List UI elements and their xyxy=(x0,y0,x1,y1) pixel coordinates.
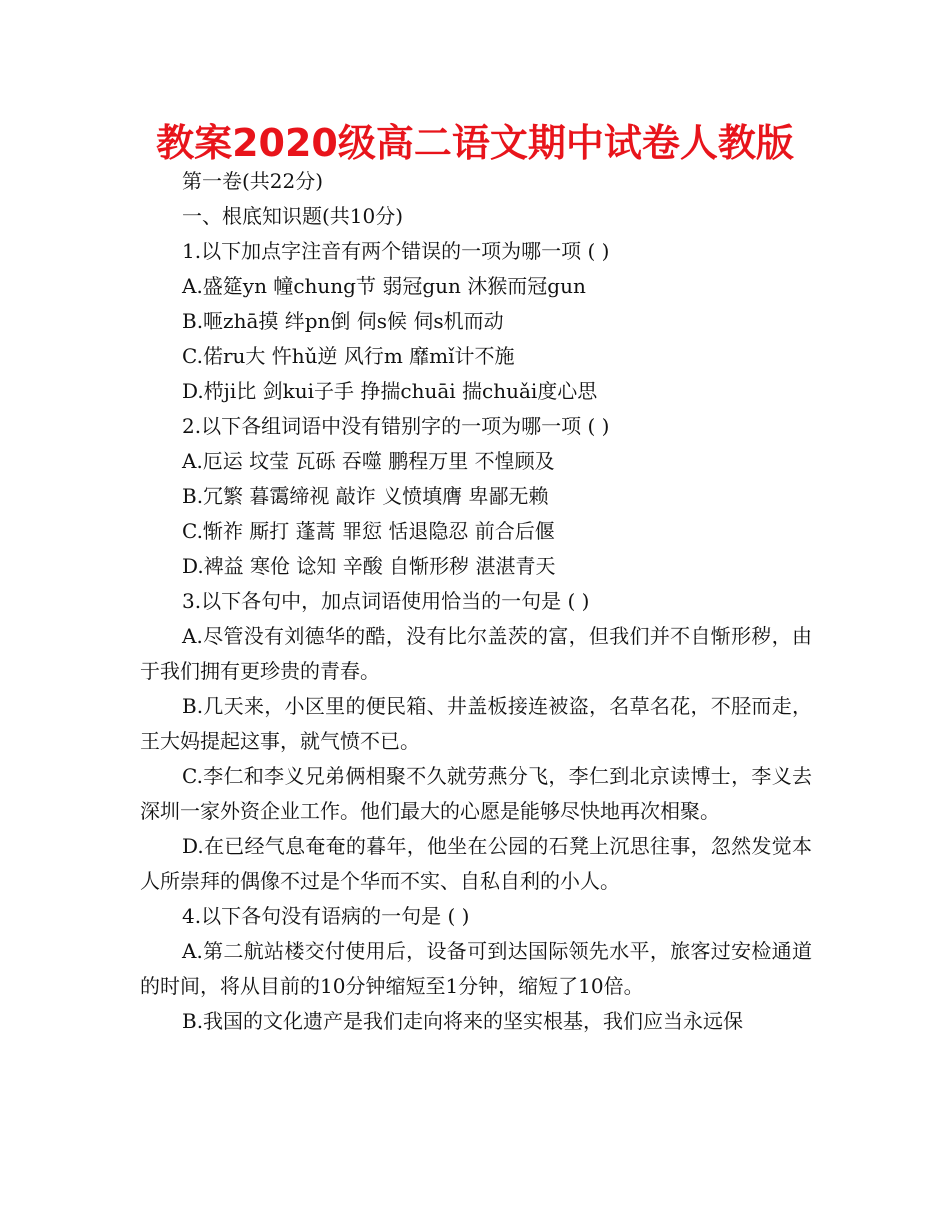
question-2-option-c: C.惭祚 厮打 蓬蒿 罪愆 恬退隐忍 前合后偃 xyxy=(182,519,555,543)
document-title: 教案2020级高二语文期中试卷人教版 xyxy=(156,121,794,165)
question-1: 1.以下加点字注音有两个错误的一项为哪一项 ( ) xyxy=(182,239,610,263)
question-1-option-b: B.咂zhā摸 绊pn倒 伺s候 伺s机而动 xyxy=(182,309,504,333)
question-3: 3.以下各句中，加点词语使用恰当的一句是 ( ) xyxy=(182,589,590,613)
question-2: 2.以下各组词语中没有错别字的一项为哪一项 ( ) xyxy=(182,414,610,438)
question-1-option-d: D.栉ji比 剑kui子手 挣揣chuāi 揣chuǎi度心思 xyxy=(182,379,598,403)
question-2-option-a: A.厄运 坟莹 瓦砾 吞噬 鹏程万里 不惶顾及 xyxy=(182,449,555,473)
section-heading: 第一卷(共22分) xyxy=(182,169,324,193)
question-3-option-c: C.李仁和李义兄弟俩相聚不久就劳燕分飞，李仁到北京读博士，李义去深圳一家外资企业工作。他们最大的心愿是能够尽快地再次相聚。 xyxy=(140,764,812,823)
question-4-option-a: A.第二航站楼交付使用后，设备可到达国际领先水平，旅客过安检通道的时间，将从目前的10分钟缩短至1分钟，缩短了10倍。 xyxy=(140,939,812,998)
question-3-option-b: B.几天来，小区里的便民箱、井盖板接连被盗，名草名花，不胫而走，王大妈提起这事，就气愤不已。 xyxy=(140,694,812,753)
subsection-heading: 一、根底知识题(共10分) xyxy=(182,204,404,228)
question-3-option-d: D.在已经气息奄奄的暮年，他坐在公园的石凳上沉思往事，忽然发觉本人所崇拜的偶像不过是个华而不实、自私自利的小人。 xyxy=(140,834,812,893)
question-2-option-d: D.裨益 寒伧 谂知 辛酸 自惭形秽 湛湛青天 xyxy=(182,554,556,578)
question-1-option-a: A.盛筵yn 幢chung节 弱冠gun 沐猴而冠gun xyxy=(182,274,586,298)
question-1-option-c: C.偌ru大 忤hǔ逆 风行m 靡mǐ计不施 xyxy=(182,344,515,368)
question-4-option-b: B.我国的文化遗产是我们走向将来的坚实根基，我们应当永远保 xyxy=(182,1009,744,1033)
question-4: 4.以下各句没有语病的一句是 ( ) xyxy=(182,904,470,928)
question-2-option-b: B.冗繁 暮霭缔视 敲诈 义愤填膺 卑鄙无赖 xyxy=(182,484,549,508)
question-3-option-a: A.尽管没有刘德华的酷，没有比尔盖茨的富，但我们并不自惭形秽，由于我们拥有更珍贵的青春。 xyxy=(140,624,812,683)
document-body xyxy=(140,164,812,1039)
